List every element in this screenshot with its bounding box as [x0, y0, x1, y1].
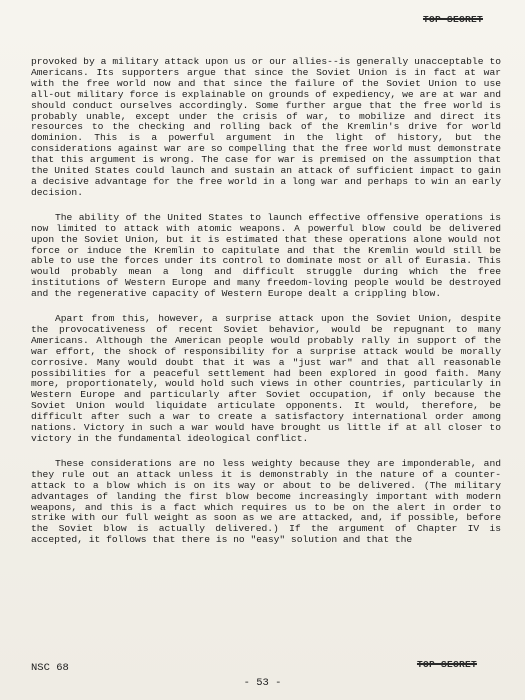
- paragraph-2: The ability of the United States to launch effective offensive operations is now limited to attack with atomic weapons. A powerful blow could be delivered upon the Soviet Union, but it is estimated that these operations alone would not force or induce the Kremlin to capitulate and that the Kremlin would still be able to use the forces under its control to dominate most or all of Eurasia. This would probably mean a long and difficult struggle during which the free institutions of Western Europe and many freedom-loving people would be destroyed and the regenerative capacity of Western Europe dealt a crippling blow.: [31, 211, 501, 300]
- page-number: - 53 -: [243, 677, 282, 689]
- document-body: [31, 57, 501, 560]
- classification-marking-top: TOP SECRET: [422, 14, 483, 25]
- classification-marking-bottom: TOP SECRET: [416, 659, 477, 670]
- paragraph-4: These considerations are no less weighty because they are imponderable, and they rule out an attack unless it is demonstrably in the nature of a counter-attack to a blow which is on its way or about to be delivered. (The military advantages of landing the first blow become increasingly important with modern weapons, and this is a fact which requires us to be on the alert in order to strike with our full weight as soon as we are attacked, and, if possible, before the Soviet blow is actually delivered.) If the argument of Chapter IV is accepted, it follows that there is no "easy" solution and that the: [31, 457, 501, 546]
- paragraph-3: Apart from this, however, a surprise attack upon the Soviet Union, despite the provocativeness of recent Soviet behavior, would be repugnant to many Americans. Although the American people would probably rally in support of the war effort, the shock of responsibility for a surprise attack would be morally corrosive. Many would doubt that it was a "just war" and that all reasonable possibilities for a peaceful settlement had been explored in good faith. Many more, proportionately, would hold such views in other countries, particularly in Western Europe and particularly after Soviet occupation, if only because the Soviet Union would liquidate articulate opponents. It would, therefore, be difficult after such a war to create a satisfactory international order among nations. Victory in such a war would have brought us little if at all closer to victory in the fundamental ideological conflict.: [31, 313, 501, 444]
- paragraph-1: provoked by a military attack upon us or our allies--is generally unacceptable to Americans. Its supporters argue that since the Soviet Union is in fact at war with the free world now and that since the failure of the Soviet Union to use all-out military force is explainable on grounds of expediency, we are at war and should conduct ourselves accordingly. Some further argue that the free world is probably unable, except under the crisis of war, to mobilize and direct its resources to the checking and rolling back of the Kremlin's drive for world dominion. This is a powerful argument in the light of history, but the considerations against war are so compelling that the free world must demonstrate that this argument is wrong. The case for war is premised on the assumption that the United States could launch and sustain an attack of sufficient impact to gain a decisive advantage for the free world in a long war and perhaps to win an early decision.: [31, 56, 501, 198]
- document-id: NSC 68: [31, 662, 69, 674]
